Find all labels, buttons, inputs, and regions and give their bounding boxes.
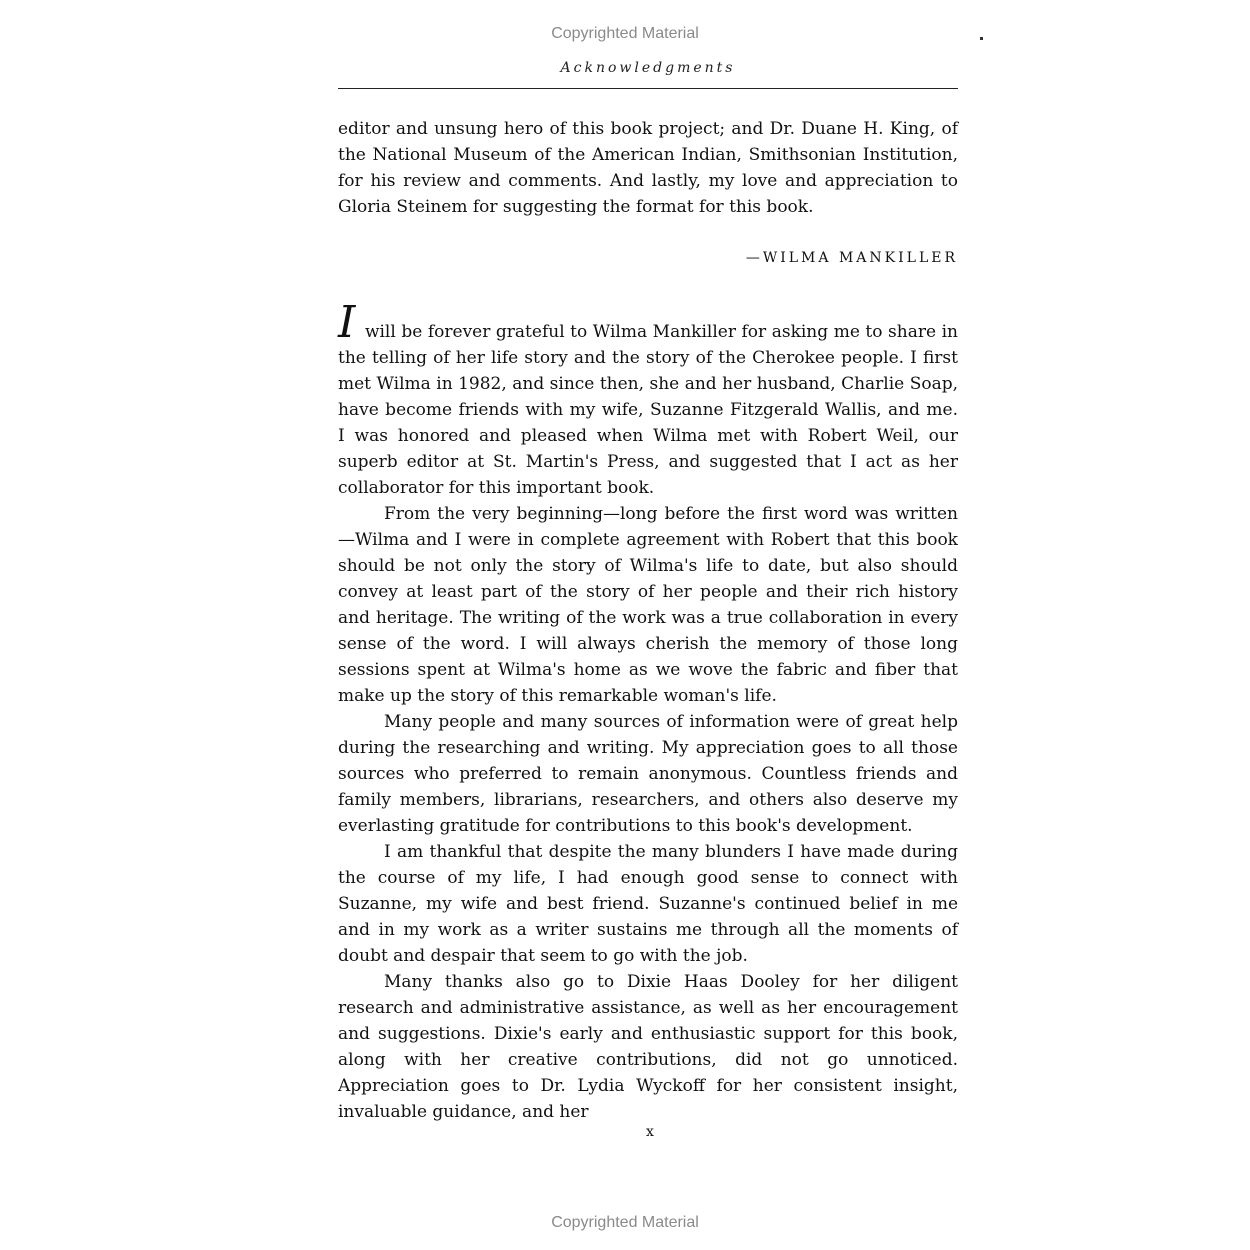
header-rule (338, 88, 958, 89)
signature: —WILMA MANKILLER (745, 250, 958, 266)
copyright-watermark-bottom: Copyrighted Material (551, 1214, 699, 1231)
drop-cap: I (338, 297, 356, 348)
scan-speck (980, 37, 983, 40)
copyright-watermark-top: Copyrighted Material (551, 25, 699, 42)
paragraph-1-text: will be forever grateful to Wilma Mankiller for asking me to share in the telling of her life story and the story of the Cherokee people. I first met Wilma in 1982, and since then, she and her husband, Charlie Soap, have become friends with my wife, Suzanne Fitzgerald Wallis, and me. I was honored and pleased when Wilma met with Robert Weil, our superb editor at St. Martin's Press, and suggested that I act as her collaborator for this important book. (338, 322, 958, 498)
paragraph-3: Many people and many sources of information were of great help during the researching and writing. My appreciation goes to all those sources who preferred to remain anonymous. Countless friends and family members, librarians, researchers, and others also deserve my everlasting gratitude for contributions to this book's development. (338, 712, 958, 836)
intro-text-block (338, 116, 958, 220)
paragraph-2: From the very beginning—long before the first word was written—Wilma and I were in complete agreement with Robert that this book should be not only the story of Wilma's life to date, but also should convey at least part of the story of her people and their rich history and heritage. The writing of the work was a true collaboration in every sense of the word. I will always cherish the memory of those long sessions spent at Wilma's home as we wove the fabric and fiber that make up the story of this remarkable woman's life. (338, 504, 958, 706)
paragraph-4: I am thankful that despite the many blunders I have made during the course of my life, I had enough good sense to connect with Suzanne, my wife and best friend. Suzanne's continued belief in me and in my work as a writer sustains me through all the moments of doubt and despair that seem to go with the job. (338, 842, 958, 966)
intro-paragraph: editor and unsung hero of this book project; and Dr. Duane H. King, of the National Museum of the American Indian, Smithsonian Institution, for his review and comments. And lastly, my love and appreciation to Gloria Steinem for suggesting the format for this book. (338, 119, 958, 217)
page-number: x (646, 1124, 654, 1140)
paragraph-1 (338, 297, 958, 501)
main-text-block (338, 297, 958, 1125)
running-head: Acknowledgments (560, 60, 736, 76)
paragraph-5: Many thanks also go to Dixie Haas Dooley for her diligent research and administrative assistance, as well as her encouragement and suggestions. Dixie's early and enthusiastic support for this book, along with her creative contributions, did not go unnoticed. Appreciation goes to Dr. Lydia Wyckoff for her consistent insight, invaluable guidance, and her (338, 972, 958, 1122)
